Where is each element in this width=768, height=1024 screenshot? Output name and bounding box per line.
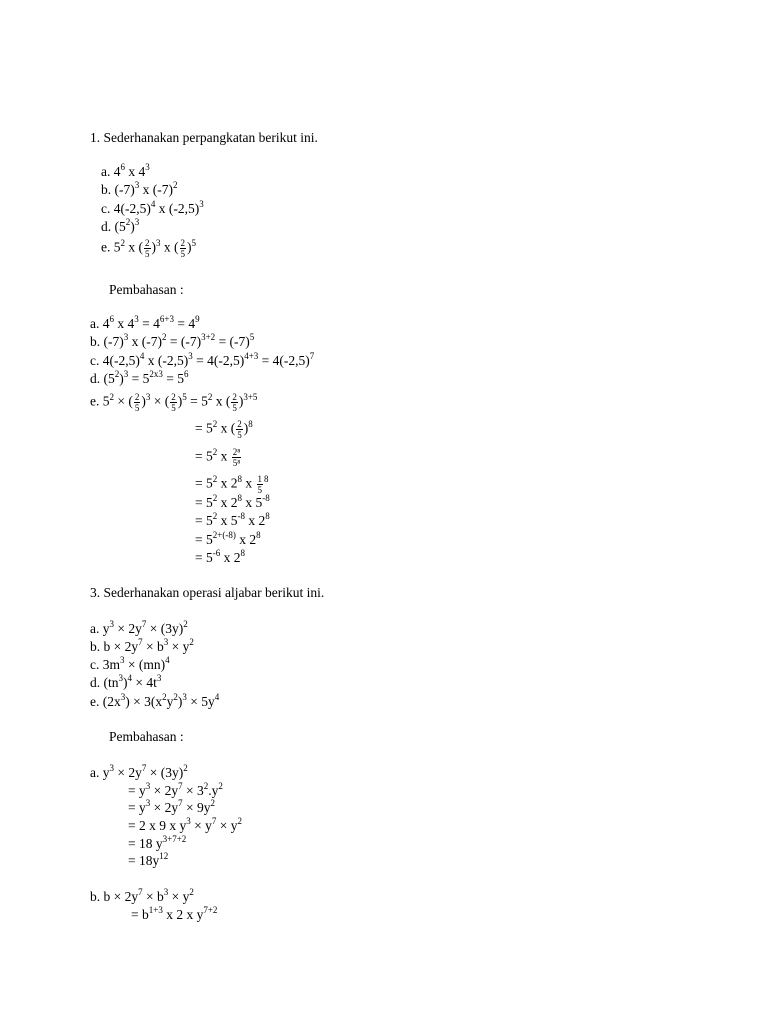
superscript: 7	[178, 798, 183, 808]
superscript: 4	[139, 351, 145, 361]
superscript: 7	[141, 763, 147, 773]
superscript: 2	[218, 781, 223, 791]
superscript: 3	[109, 763, 114, 773]
superscript: 3	[118, 673, 123, 683]
superscript: 6	[184, 369, 189, 379]
superscript: 8	[237, 493, 242, 503]
superscript: 7	[309, 351, 315, 361]
fraction: $\frac{1}{5}$	[257, 474, 262, 495]
q1-answer-e-line4: = $5^2$ x $2^8$ x $\frac{1}{5}$ $^8$	[195, 473, 269, 495]
superscript: 3	[182, 692, 187, 702]
superscript: 3+5	[243, 391, 258, 402]
superscript: 4	[127, 673, 132, 683]
superscript: 8	[264, 473, 269, 484]
question-1-title: 1. Sederhanakan perpangkatan berikut ini.	[90, 130, 318, 145]
superscript: 2	[212, 418, 218, 429]
superscript: 2	[207, 391, 213, 402]
superscript: 5	[191, 237, 196, 248]
q1-answer-e-line6: = $5^2$ x $5^{-8}$ x $2^8$	[195, 511, 270, 528]
question-3-title: 3. Sederhanakan operasi aljabar berikut ini.	[90, 585, 325, 600]
superscript: 3	[163, 637, 169, 647]
superscript: 3	[163, 887, 169, 897]
superscript: 2	[237, 816, 242, 826]
q3-answer-a-line2: = $y^3 \times 2y^7 \times 3^2.y^2$	[128, 781, 223, 798]
superscript: 1+3	[148, 905, 163, 915]
superscript: 7+2	[203, 905, 218, 915]
q1-item-d: d. $(5^2)^3$	[101, 217, 140, 234]
superscript: 3	[199, 199, 204, 209]
superscript: 3	[134, 314, 139, 324]
superscript: 3	[145, 781, 151, 791]
superscript: 5	[182, 391, 187, 402]
q3-item-e: e. $(2x^3) \times 3(x^2y^2)^3 \times 5y^4$	[90, 692, 220, 709]
superscript: 2	[212, 493, 218, 503]
superscript: 6	[109, 314, 114, 324]
superscript: 8	[256, 530, 261, 540]
superscript: 12	[159, 851, 169, 861]
superscript: 2	[173, 692, 178, 702]
superscript: 7	[178, 781, 183, 791]
superscript: 6	[120, 162, 125, 172]
q1-answer-e-line3: = $5^2$ x $\frac{\text{2⁸}}{\text{5⁸}}$	[195, 446, 241, 468]
q1-answer-e-line1: e. $5^2$ × ( $\frac{2}{5}$ )$^3$ × ( $\frac{2}{5}$ )$^5 = 5^2$ x ( $\frac{2}{5}$ )$^{3+5}$	[90, 391, 258, 413]
superscript: 4	[214, 692, 220, 702]
q3-item-b: b. $b \times 2y^7 \times b^3 \times y^2$	[90, 637, 194, 654]
superscript: 4	[150, 199, 156, 209]
fraction: $\frac{2}{5}$	[171, 392, 176, 413]
q3-item-c: c. $3m^3 \times (mn)^4$	[90, 655, 170, 672]
q1-answer-e-line7: = $5^{2+(-8)}$ x $2^8$	[195, 530, 261, 547]
q3-answer-a-line4: = 2 x 9 x $y^3 \times y^7 \times y^2$	[128, 816, 242, 833]
superscript: 7	[138, 887, 143, 897]
superscript: 4+3	[244, 351, 259, 361]
q3-answer-a-line1: a. $y^3 \times 2y^7 \times (3y)^2$	[90, 763, 188, 780]
q3-answer-a-line5: = 18 $y^{3+7+2}$	[128, 834, 187, 851]
superscript: 3	[134, 217, 140, 227]
superscript: -8	[262, 493, 270, 503]
superscript: 3	[120, 655, 125, 665]
superscript: 8	[237, 473, 242, 484]
superscript: 3	[109, 619, 114, 629]
q3-item-d: d. $(tn^3)^4 \times 4t^3$	[90, 673, 162, 690]
superscript: 2	[189, 637, 194, 647]
superscript: -6	[212, 548, 221, 558]
superscript: 7	[141, 619, 147, 629]
superscript: 4	[165, 655, 170, 665]
fraction: $\frac{2}{5}$	[145, 238, 150, 259]
fraction: $\frac{2}{5}$	[134, 392, 140, 413]
q1-answer-d: d. $(5^2)^3 = 5^{2x3} = 5^6$	[90, 369, 189, 386]
q1-pembahasan-label: Pembahasan :	[109, 282, 184, 297]
superscript: 8	[248, 418, 253, 429]
superscript: 3	[134, 180, 140, 190]
q1-answer-a: a. $4^6$ x $4^3 = 4^{6+3} = 4^9$	[90, 314, 200, 331]
q1-item-c: c. $4(-2,5)^4$ x $(-2,5)^3$	[101, 199, 204, 216]
superscript: 2	[173, 180, 178, 190]
q3-item-a: a. $y^3 \times 2y^7 \times (3y)^2$	[90, 619, 188, 636]
superscript: 2x3	[149, 369, 163, 379]
superscript: 7	[138, 637, 143, 647]
superscript: 2	[109, 391, 114, 402]
superscript: 2+(-8)	[212, 530, 236, 540]
superscript: 3+2	[201, 332, 216, 342]
superscript: 8	[265, 511, 270, 521]
superscript: 2	[203, 781, 209, 791]
superscript: 2	[125, 217, 131, 227]
superscript: 2	[212, 473, 218, 484]
superscript: 7	[211, 816, 217, 826]
q1-item-e: e. $5^2$ x ( $\frac{2}{5}$ )$^3$ x ( $\frac{2}{5}$ )$^5$	[101, 237, 196, 259]
q1-answer-e-line8: = $5^{-6}$ x $2^8$	[195, 548, 245, 565]
superscript: 3+7+2	[162, 834, 187, 844]
superscript: 6+3	[159, 314, 174, 324]
q3-answer-b-line2: = $b^{1+3}$ x 2 x $y^{7+2}$	[131, 905, 218, 922]
q3-answer-a-line6: = $18y^{12}$	[128, 851, 169, 868]
superscript: 3	[145, 391, 151, 402]
superscript: 2	[183, 763, 188, 773]
superscript: 3	[186, 816, 191, 826]
superscript: 3	[145, 162, 150, 172]
q1-answer-e-line5: = $5^2$ x $2^8$ x $5^{-8}$	[195, 493, 270, 510]
superscript: 2	[212, 511, 218, 521]
superscript: 9	[195, 314, 200, 324]
superscript: 3	[145, 798, 151, 808]
superscript: 5	[249, 332, 255, 342]
q1-answer-c: c. $4(-2,5)^4$ x $(-2,5)^3 = 4(-2,5)^{4+3} = 4(-2,5)^7$	[90, 351, 315, 368]
q3-answer-b-line1: b. $b \times 2y^7 \times b^3 \times y^2$	[90, 887, 194, 904]
superscript: -8	[237, 511, 245, 521]
q1-item-a: a. $4^6$ x $4^3$	[101, 162, 150, 179]
superscript: 3	[156, 237, 161, 248]
fraction: $\frac{2}{5}$	[180, 238, 185, 259]
superscript: 2	[162, 332, 167, 342]
q1-item-b: b. $(-7)^3$ x $(-7)^2$	[101, 180, 178, 197]
superscript: 2	[120, 237, 125, 248]
q3-answer-a-line3: = $y^3 \times 2y^7 \times 9y^2$	[128, 798, 215, 815]
fraction: $\frac{\text{2⁸}}{\text{5⁸}}$	[232, 447, 241, 468]
superscript: 2	[212, 446, 218, 457]
superscript: 8	[240, 548, 245, 558]
superscript: 2	[162, 692, 167, 702]
superscript: 3	[123, 332, 129, 342]
superscript: 2	[189, 887, 194, 897]
fraction: $\frac{2}{5}$	[232, 392, 237, 413]
superscript: 2	[114, 369, 120, 379]
superscript: 2	[183, 619, 188, 629]
superscript: 3	[188, 351, 193, 361]
superscript: 2	[210, 798, 215, 808]
q1-answer-e-line2: = $5^2$ x ( $\frac{2}{5}$ )$^8$	[195, 418, 253, 440]
q3-pembahasan-label: Pembahasan :	[109, 729, 184, 744]
superscript: 3	[156, 673, 162, 683]
superscript: 3	[120, 692, 126, 702]
fraction: $\frac{2}{5}$	[237, 419, 242, 440]
q1-answer-b: b. $(-7)^3$ x $(-7)^2 = (-7)^{3+2} = (-7)^5$	[90, 332, 255, 349]
superscript: 3	[123, 369, 129, 379]
